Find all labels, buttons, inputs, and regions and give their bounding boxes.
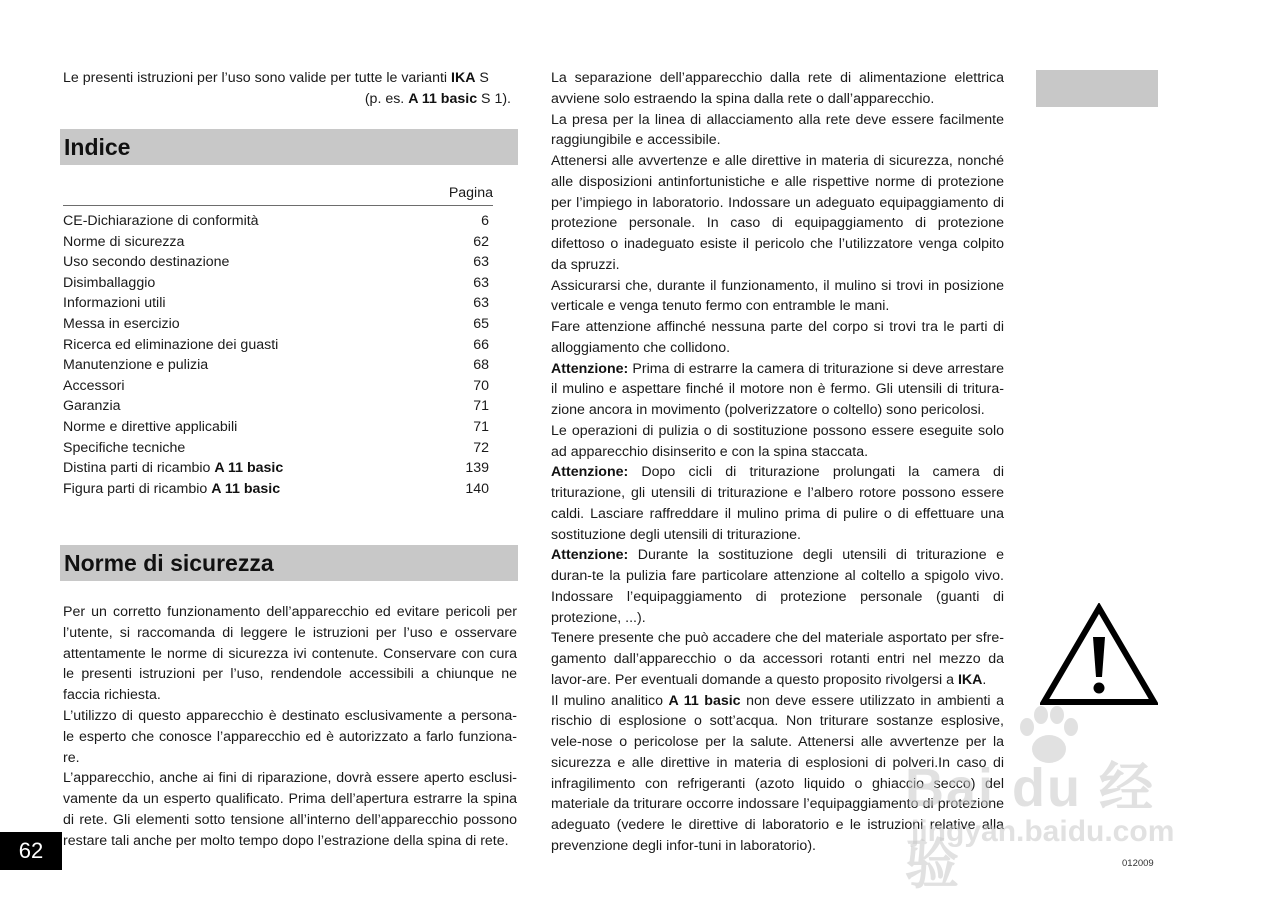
toc-page-column-header: Pagina xyxy=(448,185,493,201)
watermark-url: jingyan.baidu.com xyxy=(911,815,1175,848)
paragraph: Attenersi alle avvertenze e alle direttive in materia di sicurezza, nonché alle disposizioni antinfortunistiche e alle rispettive norme di protezione per l’impiego in laboratorio. Indossare un adeguato equipaggiamento di protezione personale. In caso di equipaggiamento di protezione difettoso o inadeguato esiste il pericolo che l’utilizzatore venga colpito da spruzzi. xyxy=(551,153,1004,273)
watermark xyxy=(905,705,1205,895)
watermark-brand: Bai du 经验 xyxy=(905,758,1156,895)
safety-text xyxy=(63,602,517,852)
attention-paragraph: Attenzione: Dopo cicli di triturazione prolungati la camera di triturazione, gli utensili di triturazione e l’albero rotore possono essere caldi. Lasciare raffreddare il mulino prima di pulire o di effettuare una sostituzione degli utensili di triturazione. xyxy=(551,464,1004,543)
paragraph: Le operazioni di pulizia o di sostituzione possono essere eseguite solo ad apparecchio disinserito e con la spina staccata. xyxy=(551,422,1004,460)
toc-entry-page: 63 xyxy=(473,274,489,291)
page-number: 62 xyxy=(0,832,62,870)
safety-paragraph-1: Per un corretto funzionamento dell’apparecchio ed evitare pericoli per l’utente, si raccomanda di leggere le istruzioni per l’uso e osservare attentamente le norme di sicurezza ivi contenute. Conservare con cura le presenti istruzioni per l’uso, rendendole accessibili a chiunque ne faccia richiesta. xyxy=(63,604,517,704)
toc-entry-label: Distina parti di ricambio A 11 basic xyxy=(63,460,284,477)
section-marker-box xyxy=(1036,70,1158,107)
toc-entry-label: Disimballaggio xyxy=(63,274,156,291)
toc-entry-label: Norme e direttive applicabili xyxy=(63,418,238,435)
toc-row xyxy=(63,479,489,500)
toc-entry-page: 63 xyxy=(473,254,489,271)
intro-text xyxy=(63,68,511,110)
toc-entry-label: Messa in esercizio xyxy=(63,315,180,332)
paragraph: Il mulino analitico A 11 basic non deve essere utilizzato in ambienti a rischio di esplosione o sott’acqua. Non triturare sostanze esplosive, vele-nose o pericolose per la salute. Attenersi alle avvertenze per la sicurezza e alle direttive in materia di esplosioni di polveri.In caso di infragilimento con refrigeranti (azoto liquido o ghiaccio secco) del materiale da triturare occorre indossare l’equipaggiamento di protezione adeguato (vedere le direttive di laboratorio e le istruzioni relative alla prevenzione degli infor-tuni in laboratorio). xyxy=(551,692,1004,854)
toc-row xyxy=(63,211,489,232)
toc-entry-page: 62 xyxy=(473,233,489,250)
toc-entry-page: 72 xyxy=(473,439,489,456)
paragraph: Tenere presente che può accadere che del materiale asportato per sfre-gamento dall’apparecchio o da accessori rotanti entri nel mezzo da lavor-are. Per eventuali domande a questo proposito rivolgersi a IKA. xyxy=(551,630,1004,688)
toc-entry-label: Manutenzione e pulizia xyxy=(63,357,209,374)
toc-entry-page: 71 xyxy=(473,418,489,435)
toc-entry-label: Specifiche tecniche xyxy=(63,439,186,456)
toc-entry-page: 70 xyxy=(473,377,489,394)
paragraph: Assicurarsi che, durante il funzionamento, il mulino si trovi in posizione verticale e venga tenuto fermo con entramble le mani. xyxy=(551,277,1004,315)
safety-paragraph-3: L’apparecchio, anche ai fini di riparazione, dovrà essere aperto esclusi-vamente da un esperto qualificato. Prima dell’apertura estrarre la spina di rete. Gli elementi sotto tensione all’interno dell’apparecchio possono restare tali anche per molto tempo dopo l’estrazione della spina di rete. xyxy=(63,770,517,849)
toc-row xyxy=(63,273,489,294)
paragraph: La separazione dell’apparecchio dalla rete di alimentazione elettrica avviene solo estraendo la spina dalla rete o dall’apparecchio. xyxy=(551,70,1004,107)
warning-triangle-icon xyxy=(1040,603,1158,707)
toc-row xyxy=(63,355,489,376)
index-heading: Indice xyxy=(60,129,518,165)
toc-entry-label: Figura parti di ricambio A 11 basic xyxy=(63,480,281,497)
toc-entry-label: CE-Dichiarazione di conformità xyxy=(63,213,259,229)
toc-row xyxy=(63,232,489,253)
toc-row xyxy=(63,252,489,273)
document-code: 012009 xyxy=(1122,858,1154,869)
attention-paragraph: Attenzione: Durante la sostituzione degli utensili di triturazione e duran-te la pulizia fare particolare attenzione al coltello a spigolo vivo. Indossare l’equipaggiamento di protezione personale (guanti di protezione, ...). xyxy=(551,547,1004,626)
intro-line-1: Le presenti istruzioni per l’uso sono valide per tutte le varianti IKA S xyxy=(63,70,489,86)
toc-entry-label: Informazioni utili xyxy=(63,295,166,312)
paragraph: La presa per la linea di allacciamento alla rete deve essere facilmente raggiungibile e accessibile. xyxy=(551,111,1004,149)
toc-entry-page: 71 xyxy=(473,398,489,415)
attention-paragraph: Attenzione: Prima di estrarre la camera di triturazione si deve arrestare il mulino e aspettare finché il motore non è fermo. Gli utensili di tritura-zione ancora in movimento (polverizzatore o coltello) sono pericolosi. xyxy=(551,360,1004,418)
toc-entry-page: 66 xyxy=(473,336,489,353)
toc-row xyxy=(63,417,489,438)
toc-entry-page: 68 xyxy=(473,357,489,374)
toc-entry-page: 139 xyxy=(465,460,489,477)
toc-entry-label: Uso secondo destinazione xyxy=(63,254,230,271)
toc-row xyxy=(63,458,489,479)
toc-row xyxy=(63,438,489,459)
toc-entry-page: 6 xyxy=(481,213,489,229)
intro-line-2: (p. es. A 11 basic S 1). xyxy=(364,91,511,107)
toc-entry-label: Norme di sicurezza xyxy=(63,233,185,250)
toc-row xyxy=(63,376,489,397)
toc-entry-page: 140 xyxy=(465,480,489,497)
toc-row xyxy=(63,293,489,314)
toc-entry-page: 65 xyxy=(473,315,489,332)
safety-paragraph-2: L’utilizzo di questo apparecchio è destinato esclusivamente a persona-le esperto che conosce l’apparecchio ed è autorizzato a farlo funziona-re. xyxy=(63,707,517,766)
paragraph: Fare attenzione affinché nessuna parte del corpo si trovi tra le parti di alloggiamento che collidono. xyxy=(551,319,1004,356)
toc-entry-label: Garanzia xyxy=(63,398,121,415)
toc-row xyxy=(63,396,489,417)
safety-heading: Norme di sicurezza xyxy=(60,545,518,581)
toc-row xyxy=(63,335,489,356)
toc-row xyxy=(63,314,489,335)
toc-entry-label: Ricerca ed eliminazione dei guasti xyxy=(63,336,279,353)
toc-entry-page: 63 xyxy=(473,295,489,312)
table-of-contents xyxy=(63,211,489,499)
toc-divider xyxy=(63,205,493,206)
toc-entry-label: Accessori xyxy=(63,377,125,394)
